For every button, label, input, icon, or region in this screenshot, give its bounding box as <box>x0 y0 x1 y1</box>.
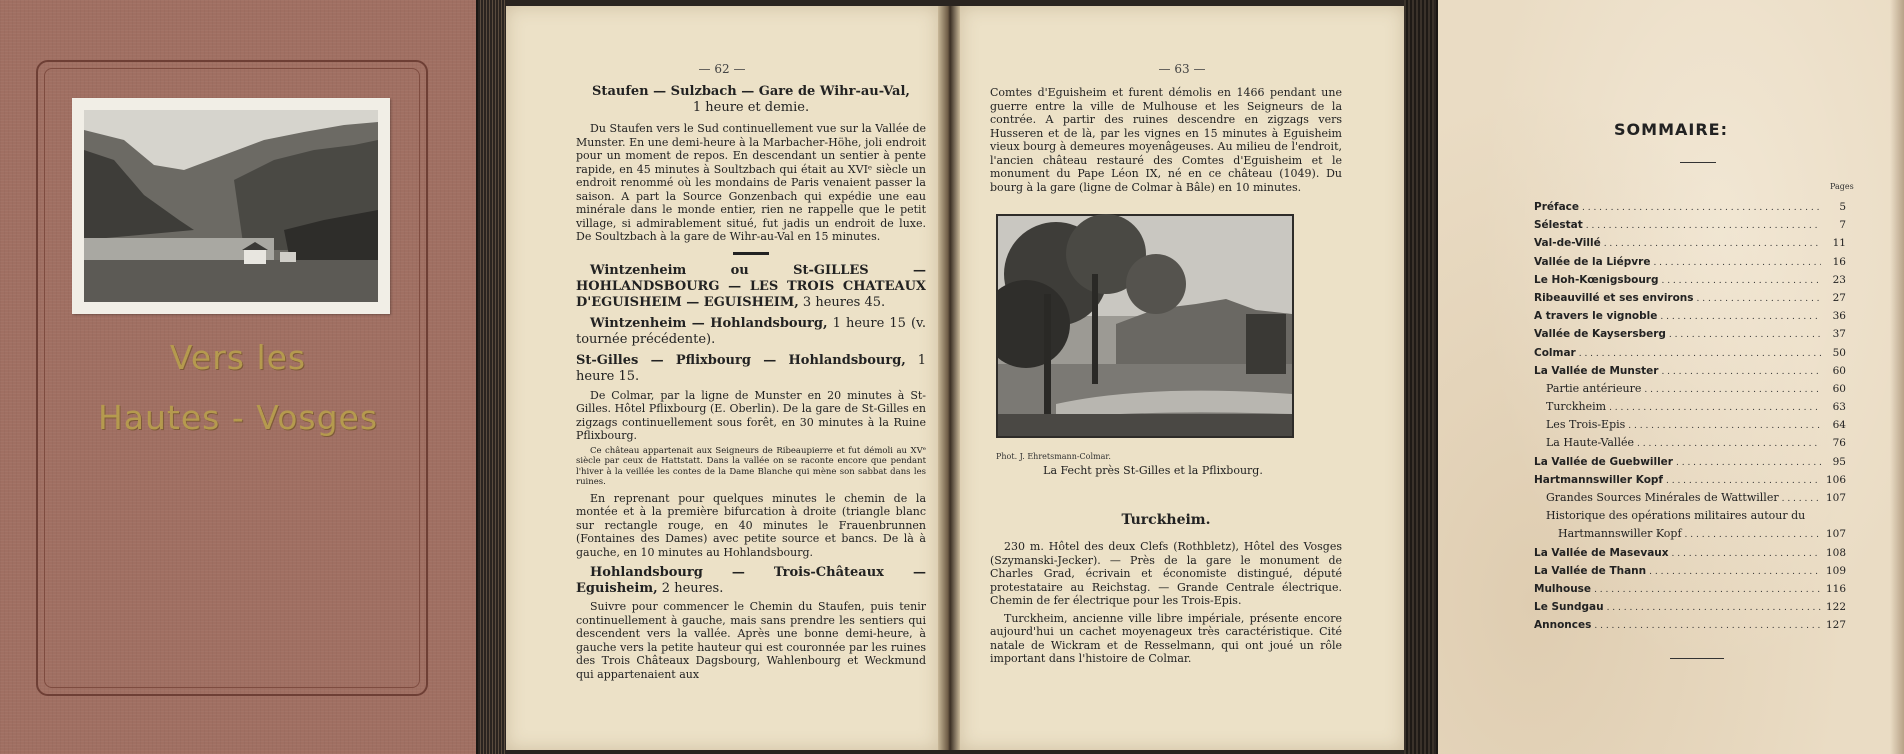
open-book-spread <box>478 0 1436 754</box>
toc-entry <box>1534 346 1846 364</box>
river-trees-photo <box>996 214 1294 438</box>
toc-leader-dots <box>1697 291 1821 304</box>
toc-entry <box>1534 527 1846 545</box>
toc-entry-label: Ribeauvillé et ses environs <box>1534 291 1694 304</box>
toc-leader-dots <box>1628 418 1821 431</box>
toc-leader-dots <box>1644 382 1821 395</box>
section-divider <box>733 252 769 255</box>
toc-entry-label: Val-de-Villé <box>1534 237 1601 250</box>
toc-entry-page: 27 <box>1832 291 1846 304</box>
toc-entry-label: Vallée de la Liépvre <box>1534 255 1651 268</box>
toc-leader-dots <box>1604 236 1821 249</box>
toc-entry-label: Vallée de Kaysersberg <box>1534 328 1666 341</box>
toc-entry-page: 7 <box>1839 219 1846 232</box>
toc-entry <box>1534 455 1846 473</box>
toc-leader-dots <box>1582 200 1821 213</box>
toc-entry-page: 60 <box>1832 364 1846 377</box>
toc-entry-label: Annonces <box>1534 619 1592 632</box>
cover-title-line2: Hautes - Vosges <box>97 398 379 437</box>
toc-entry-page: 63 <box>1832 401 1846 414</box>
table-of-contents <box>1534 200 1846 637</box>
toc-entry-label: Historique des opérations militaires autour du <box>1546 509 1806 523</box>
toc-entry-label: Préface <box>1534 201 1579 213</box>
toc-leader-dots <box>1661 273 1821 286</box>
toc-entry-label: La Vallée de Guebwiller <box>1534 455 1673 468</box>
toc-entry <box>1534 618 1846 636</box>
toc-entry-label: Hartmannswiller Kopf <box>1534 473 1663 486</box>
toc-entry <box>1534 473 1846 491</box>
toc-entry-page: 60 <box>1832 382 1846 395</box>
closing-rule <box>1670 658 1724 659</box>
paragraph: Suivre pour commencer le Chemin du Staufen, puis tenir continuellement à gauche, mais sans prendre les sentiers qui descendent vers la vallée. Après une bonne demi-heure, à gauche vers la petite hauteur qui est couronnée par les ruines des Trois Châteaux Dagsbourg, Wahlenbourg et Weckmund qui appartenaient aux <box>576 600 926 681</box>
toc-leader-dots <box>1594 582 1821 595</box>
cover-photo-mount <box>72 98 390 314</box>
toc-entry-label: La Vallée de Thann <box>1534 564 1647 577</box>
toc-entry <box>1534 400 1846 418</box>
toc-entry-page: 23 <box>1832 273 1846 286</box>
toc-leader-dots <box>1676 455 1821 468</box>
toc-entry <box>1534 509 1846 527</box>
toc-entry-page: 37 <box>1832 328 1846 341</box>
toc-leader-dots <box>1660 309 1821 322</box>
toc-entry <box>1534 600 1846 618</box>
paragraph: Du Staufen vers le Sud continuellement vue sur la Vallée de Munster. En une demi-heure à la Marbacher-Höhe, joli endroit pour un moment de repos. En descendant un sentier à pente rapide, en 45 minutes à Soultzbach qui était au XVIᵉ siècle un endroit renommé où les mondains de Paris venaient passer la saison. A part la Source Gonzenbach qui expédie une eau minérale dans le monde entier, rien ne rappelle que le petit village, si admirablement situé, fut jadis un endroit de luxe. De Soultzbach à la gare de Wihr-au-Val en 15 minutes. <box>576 122 926 243</box>
toc-entry <box>1534 564 1846 582</box>
toc-entry-label: Le Hoh-Kœnigsbourg <box>1534 273 1659 286</box>
page-62-text <box>576 84 926 681</box>
page-edge-shadow <box>1890 0 1904 754</box>
section-heading: Turckheim. <box>1121 512 1211 528</box>
toc-entry-label: Le Sundgau <box>1534 601 1604 614</box>
section-heading: St-Gilles — Pflixbourg — Hohlandsbourg, 1 heure 15. <box>576 352 926 384</box>
toc-leader-dots <box>1782 491 1821 504</box>
cover-landscape-photo <box>84 110 378 302</box>
toc-entry-page: 76 <box>1832 437 1846 450</box>
paragraph: Turckheim, ancienne ville libre impériale, présente encore aujourd'hui un cachet moyenageux très caractéristique. Cité natale de Wickram et de Resselmann, qui ont joué un rôle important dans l'histoire de Colmar. <box>990 611 1342 665</box>
toc-entry-page: 36 <box>1832 310 1846 323</box>
toc-entry-label: Sélestat <box>1534 219 1583 232</box>
toc-entry <box>1534 291 1846 309</box>
toc-leader-dots <box>1649 564 1821 577</box>
book-cover <box>0 0 476 754</box>
paragraph: Comtes d'Eguisheim et furent démolis en 1466 pendant une guerre entre la ville de Mulhouse et les Seigneurs de la contrée. A partir des ruines descendre en zigzags vers Husseren et de là, par les vignes en 15 minutes à Eguisheim vieux bourg à demeures moyenâgeuses. Au milieu de l'endroit, l'ancien château restauré des Comtes d'Eguisheim et le monument du Pape Léon IX, né en ce château (1049). Du bourg à la gare (ligne de Colmar à Bâle) en 10 minutes. <box>990 86 1342 194</box>
right-page-edges <box>1404 0 1434 754</box>
section-heading: Wintzenheim — Hohlandsbourg, 1 heure 15 (v. tournée précédente). <box>576 315 926 347</box>
toc-leader-dots <box>1609 400 1821 413</box>
toc-leader-dots <box>1672 546 1821 559</box>
toc-leader-dots <box>1637 436 1821 449</box>
toc-entry <box>1534 236 1846 254</box>
section-heading: Wintzenheim ou St-GILLES — HOHLANDSBOURG — LES TROIS CHATEAUX D'EGUISHEIM — EGUISHEIM, 3 heures 45. <box>576 262 926 310</box>
left-page-edges <box>478 0 506 754</box>
toc-entry-page: 127 <box>1825 619 1846 632</box>
toc-entry-label: A travers le vignoble <box>1534 310 1658 323</box>
page-63-text-lower <box>990 512 1342 666</box>
toc-leader-dots <box>1669 327 1821 340</box>
toc-entry-page: 95 <box>1832 455 1846 468</box>
toc-entry <box>1534 200 1846 218</box>
title-rule <box>1680 162 1716 163</box>
toc-leader-dots <box>1579 346 1821 359</box>
photo-caption: La Fecht près St-Gilles et la Pflixbourg. <box>1043 464 1263 477</box>
toc-leader-dots <box>1653 255 1821 268</box>
toc-entry <box>1534 327 1846 345</box>
toc-entry-page: 50 <box>1832 346 1846 359</box>
toc-entry-page: 107 <box>1825 528 1846 541</box>
toc-entry <box>1534 382 1846 400</box>
toc-entry-page: 16 <box>1832 255 1846 268</box>
section-heading: Staufen — Sulzbach — Gare de Wihr-au-Val, <box>592 84 910 99</box>
toc-entry <box>1534 309 1846 327</box>
toc-entry-page: 106 <box>1825 473 1846 486</box>
summary-page <box>1438 0 1904 754</box>
page-63 <box>960 6 1404 750</box>
toc-entry-label: Turckheim <box>1546 400 1607 414</box>
toc-entry-page: 122 <box>1825 601 1846 614</box>
toc-entry-label: La Vallée de Munster <box>1534 364 1659 377</box>
toc-entry <box>1534 546 1846 564</box>
toc-entry-label: Hartmannswiller Kopf <box>1558 527 1682 541</box>
toc-entry-label: Mulhouse <box>1534 582 1592 595</box>
pages-column-label: Pages <box>1830 182 1854 191</box>
toc-entry-page: 109 <box>1825 564 1846 577</box>
toc-entry-label: Les Trois-Epis <box>1546 418 1626 432</box>
toc-entry-page: 64 <box>1832 419 1846 432</box>
toc-entry-label: Grandes Sources Minérales de Wattwiller <box>1546 491 1779 504</box>
toc-entry-page: 108 <box>1825 546 1846 559</box>
book-gutter <box>938 6 960 750</box>
toc-entry <box>1534 582 1846 600</box>
toc-entry <box>1534 418 1846 436</box>
toc-entry-label: Colmar <box>1534 346 1576 359</box>
toc-entry-page: 11 <box>1832 237 1846 250</box>
toc-entry-label: Partie antérieure <box>1546 381 1642 395</box>
summary-title: SOMMAIRE: <box>1614 120 1728 139</box>
toc-leader-dots <box>1594 618 1821 631</box>
cover-title-line1: Vers les <box>169 338 307 377</box>
footnote: Ce château appartenait aux Seigneurs de Ribeaupierre et fut démoli au XVᵉ siècle par ceux de Hattstatt. Dans la vallée on se raconte encore que pendant l'hiver à la veillée les contes de la Dame Blanche qui mène son sabbat dans les ruines. <box>576 445 926 487</box>
section-heading: Hohlandsbourg — Trois-Châteaux — Eguisheim, 2 heures. <box>576 565 926 596</box>
toc-leader-dots <box>1661 364 1821 377</box>
toc-entry-page: 5 <box>1839 201 1846 213</box>
toc-entry-page: 116 <box>1825 582 1846 595</box>
toc-leader-dots <box>1666 473 1821 486</box>
toc-entry-label: La Haute-Vallée <box>1546 436 1634 450</box>
toc-entry <box>1534 491 1846 509</box>
paragraph: 230 m. Hôtel des deux Clefs (Rothbletz), Hôtel des Vosges (Szymanski-Jecker). — Près de la gare le monument de Charles Grad, écrivain et économiste distingué, député protestataire au Reichstag. — Grande Centrale électrique. Chemin de fer électrique pour les Trois-Epis. <box>990 540 1342 607</box>
toc-entry-label: La Vallée de Masevaux <box>1534 546 1669 559</box>
photo-credit: Phot. J. Ehretsmann-Colmar. <box>996 452 1111 461</box>
toc-entry <box>1534 255 1846 273</box>
page-62 <box>506 6 938 750</box>
paragraph: De Colmar, par la ligne de Munster en 20 minutes à St-Gilles. Hôtel Pflixbourg (E. Oberlin). De la gare de St-Gilles en zigzags continuellement sous forêt, en 30 minutes à la Ruine Pflixbourg. <box>576 388 926 442</box>
toc-entry <box>1534 364 1846 382</box>
toc-entry-page: 107 <box>1825 492 1846 504</box>
toc-leader-dots <box>1685 527 1821 540</box>
page-number: — 62 — <box>698 62 746 76</box>
section-duration: 1 heure et demie. <box>692 100 810 115</box>
paragraph: En reprenant pour quelques minutes le chemin de la montée et à la première bifurcation à droite (triangle blanc sur rectangle rouge, en 40 minutes le Frauenbrunnen (Fontaines des Dames) avec petite source et bancs. De là à gauche, en 10 minutes au Hohlandsbourg. <box>576 491 926 559</box>
toc-entry <box>1534 218 1846 236</box>
toc-leader-dots <box>1586 218 1821 231</box>
toc-entry <box>1534 436 1846 454</box>
toc-entry <box>1534 273 1846 291</box>
page-number: — 63 — <box>1158 62 1206 76</box>
toc-leader-dots <box>1607 600 1821 613</box>
